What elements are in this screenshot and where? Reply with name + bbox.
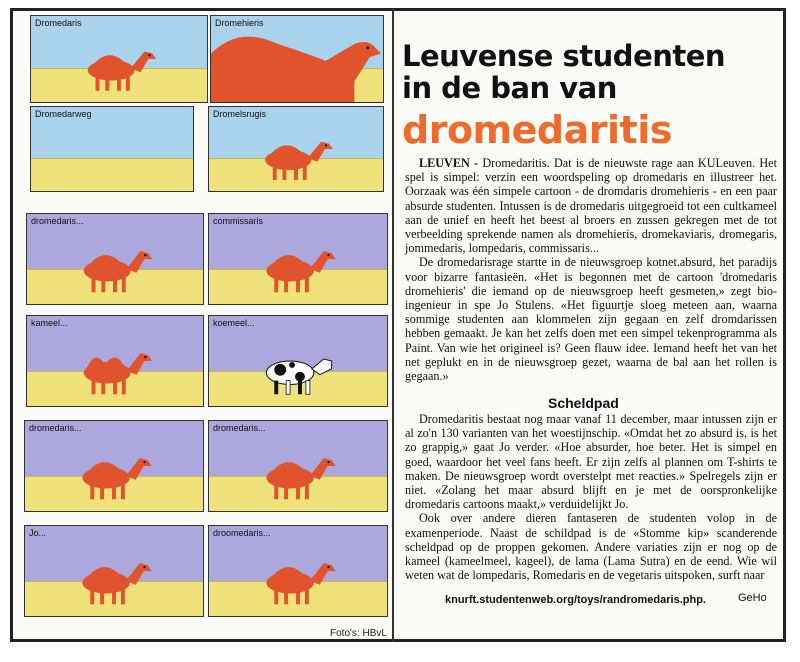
camel-drawing [209, 526, 387, 616]
cartoon-panel-6 [208, 213, 388, 305]
cartoon-panel-9 [24, 420, 204, 512]
panel-caption: commissaris [213, 216, 264, 226]
photo-credit: Foto's: HBvL [330, 628, 387, 639]
headline-accent: dromedaritis [402, 108, 672, 152]
cow-drawing [209, 316, 387, 406]
cartoon-panel-10 [208, 420, 388, 512]
article-body [405, 156, 777, 383]
panel-caption: kameel... [31, 318, 68, 328]
paragraph-3: Dromedaritis bestaat nog maar vanaf 11 december, maar intussen zijn er al zo'n 130 varianten van het woestijnschip. «Omdat het zo absurd is, is het zo grappig,» gaat Jo verder. «Hoe absurder, hoe beter. Het is simpel en goed, waardoor het veel fans heeft. Er zijn zelfs al plannen om T-shirts te maken. De nieuwsgroep wordt overstelpt met reacties.» Spelregels zijn er niet. «Zolang het maar absurd blijft en je met de oorspronkelijke dromedaris cartoons maakt,» verduidelijkt Jo. [405, 412, 777, 512]
camel-drawing [25, 526, 203, 616]
camel-drawing [25, 421, 203, 511]
camel-drawing [209, 107, 383, 191]
cartoon-panel-1 [30, 15, 208, 103]
cartoon-panel-12 [208, 525, 388, 617]
empty-desert [31, 107, 193, 191]
panel-caption: droomedaris... [213, 528, 271, 538]
cartoon-panel-3 [30, 106, 194, 192]
article-url: knurft.studentenweb.org/toys/randromedaris.php. [445, 594, 706, 606]
dateline: LEUVEN - [419, 156, 479, 170]
panel-caption: koemeel... [213, 318, 255, 328]
panel-caption: Dromedaris [35, 18, 82, 28]
paragraph-2: De dromedarisrage startte in de nieuwsgroep kotnet.absurd, het paradijs voor bizarre fantasieën. «Het is begonnen met de cartoon 'dromedaris dromehieris' die iemand op de nieuwsgroep heeft gesmeten,» zegt bio-ingenieur in spe Jo Stulens. «Het figuurtje sloeg meteen aan, waarna sommige studenten aan klommelen zijn gegaan en zelf dromdarissen hebben gemaakt. Je kan het zelfs doen met een simpel tekenprogramma als Paint. Van wie het origineel is? Geen flauw idee. Iemand heeft het van het net geplukt en in de nieuwsgroep gezet, waarna de bal aan het rollen is gegaan.» [405, 255, 777, 384]
camel-drawing [209, 214, 387, 304]
cartoon-panel-5 [26, 213, 204, 305]
cartoon-panel-8 [208, 315, 388, 407]
column-divider [392, 8, 394, 642]
article-body-2 [405, 412, 777, 582]
panel-caption: dromedaris... [213, 423, 266, 433]
cartoon-panel-7 [26, 315, 204, 407]
panel-caption: Dromedarweg [35, 109, 92, 119]
panel-caption: Jo... [29, 528, 47, 538]
paragraph-4: Ook over andere dieren fantaseren de studenten volop in de examenperiode. Naast de schildpad is de «Stomme kip» scanderende scheldpad op de proppen gekomen. Andere variaties zijn er nog op de kameel (kameelmeel, kageel), de lama (Lama Sutra) en de eend. Wie wil weten wat de lompedaris, Romedaris en de vegetaris uitspoken, surft naar [405, 511, 777, 583]
camel-drawing [211, 16, 383, 102]
panel-caption: Dromelsrugis [213, 109, 267, 119]
panel-caption: dromedaris... [29, 423, 82, 433]
camel-drawing [27, 214, 203, 304]
subhead: Scheldpad [548, 395, 619, 411]
panel-caption: Dromehieris [215, 18, 264, 28]
headline-line-1: Leuvense studenten [402, 39, 726, 73]
cartoon-panel-2 [210, 15, 384, 103]
camel-drawing [31, 16, 207, 102]
camel-drawing [27, 316, 203, 406]
cartoon-panel-11 [24, 525, 204, 617]
camel-drawing [209, 421, 387, 511]
panel-caption: dromedaris... [31, 216, 84, 226]
author-signature: GeHo [738, 592, 767, 604]
intro-paragraph: Dromedaritis. Dat is de nieuwste rage aan KULeuven. Het spel is simpel: verzin een woordspeling op dromedaris en illustreer het. Oorzaak was één simpele cartoon - de dromdaris dromehieris - en een paar absurde studenten. Intussen is de dromedaris uitgegroeid tot een cultkameel aan de unief en heeft het beest al broers en zussen gekregen met de tot verbeelding sprekende namen als dromehieris, dromekaviaris, dromegaris, jommedaris, lompedaris, commissaris... [405, 156, 777, 256]
headline-line-2: in de ban van [402, 71, 617, 105]
cartoon-panel-4 [208, 106, 384, 192]
